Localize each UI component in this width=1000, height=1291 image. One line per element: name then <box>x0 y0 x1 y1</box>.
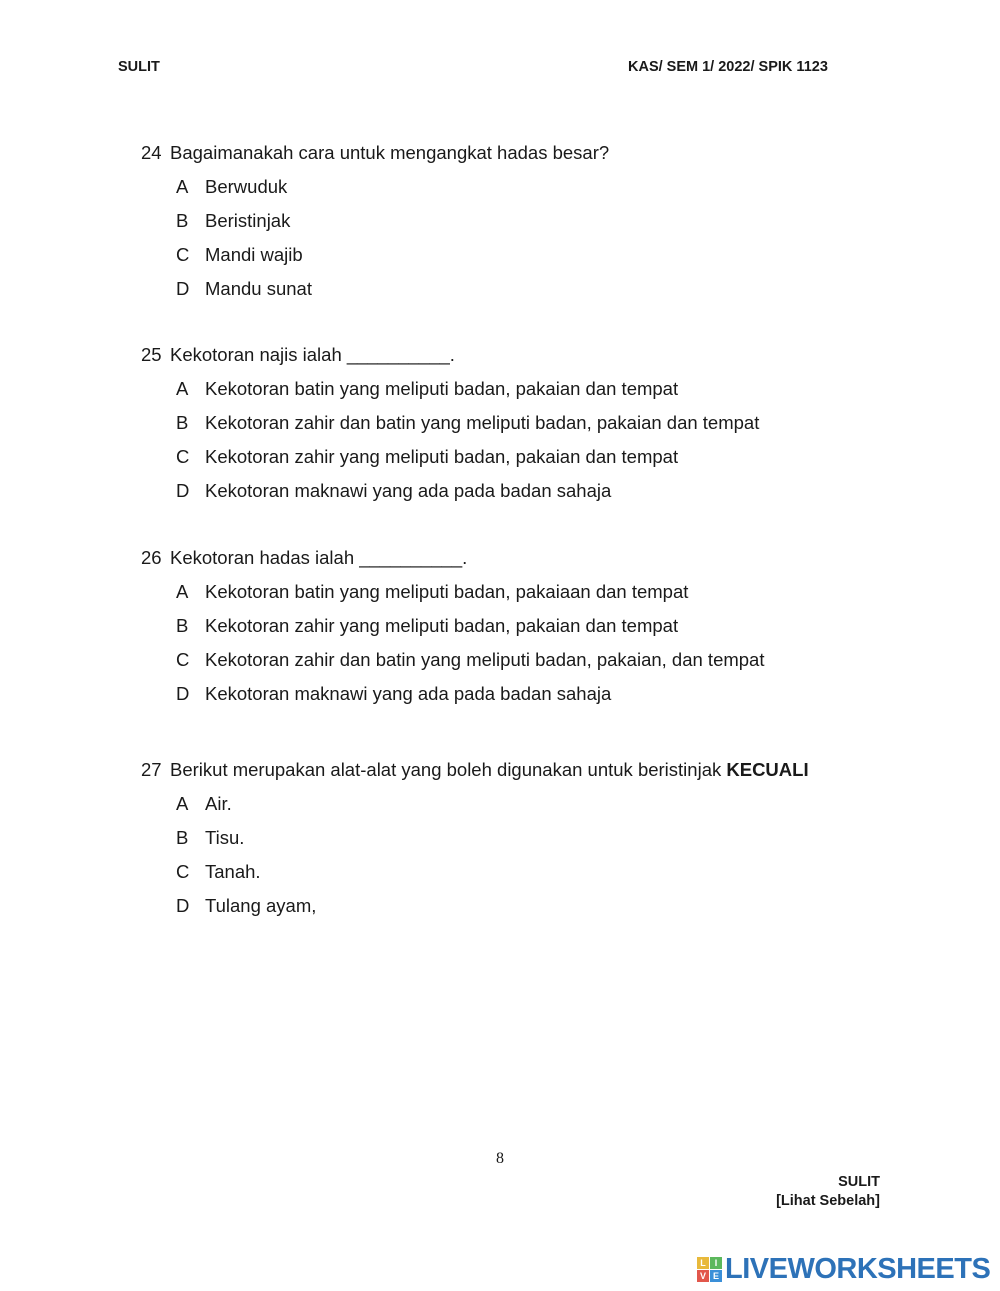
option-c[interactable] <box>141 238 901 272</box>
logo-block-v: V <box>697 1270 709 1282</box>
question-number: 27 <box>141 759 162 780</box>
option-letter: A <box>176 378 189 399</box>
option-a[interactable] <box>141 372 901 406</box>
option-letter: C <box>176 649 190 670</box>
option-text: Tisu. <box>205 827 245 848</box>
header-right-code: KAS/ SEM 1/ 2022/ SPIK 1123 <box>628 59 828 75</box>
option-text: Mandu sunat <box>205 278 312 299</box>
question-stem <box>141 338 901 372</box>
option-letter: A <box>176 793 189 814</box>
option-d[interactable] <box>141 677 901 711</box>
header-left-label: SULIT <box>118 59 160 75</box>
page-number: 8 <box>496 1150 504 1167</box>
option-text: Tulang ayam, <box>205 895 317 916</box>
option-b[interactable] <box>141 821 901 855</box>
option-text: Kekotoran maknawi yang ada pada badan sahaja <box>205 683 612 704</box>
footer-next-page: [Lihat Sebelah] <box>776 1193 880 1209</box>
option-letter: B <box>176 210 189 231</box>
option-text: Air. <box>205 793 232 814</box>
option-text: Tanah. <box>205 861 261 882</box>
question-stem <box>141 136 901 170</box>
option-d[interactable] <box>141 272 901 306</box>
option-letter: B <box>176 827 189 848</box>
question-number: 24 <box>141 142 162 163</box>
option-text: Mandi wajib <box>205 244 303 265</box>
question-26 <box>141 541 901 711</box>
logo-block-e: E <box>710 1270 722 1282</box>
question-text: Berikut merupakan alat-alat yang boleh digunakan untuk beristinjak <box>170 759 727 780</box>
question-text: Bagaimanakah cara untuk mengangkat hadas besar? <box>170 142 610 163</box>
option-c[interactable] <box>141 440 901 474</box>
option-text: Kekotoran zahir dan batin yang meliputi badan, pakaian, dan tempat <box>205 649 765 670</box>
option-text: Kekotoran maknawi yang ada pada badan sahaja <box>205 480 612 501</box>
option-text: Kekotoran batin yang meliputi badan, pakaiaan dan tempat <box>205 581 689 602</box>
footer-sulit: SULIT <box>838 1174 880 1190</box>
option-letter: A <box>176 176 189 197</box>
question-number: 26 <box>141 547 162 568</box>
option-letter: D <box>176 683 190 704</box>
option-text: Kekotoran zahir dan batin yang meliputi badan, pakaian dan tempat <box>205 412 760 433</box>
option-letter: B <box>176 615 189 636</box>
option-letter: D <box>176 895 190 916</box>
liveworksheets-logo[interactable] <box>697 1254 990 1284</box>
option-text: Kekotoran batin yang meliputi badan, pakaian dan tempat <box>205 378 679 399</box>
option-text: Berwuduk <box>205 176 288 197</box>
question-emphasis: KECUALI <box>726 759 809 780</box>
question-text: Kekotoran hadas ialah __________. <box>170 547 468 568</box>
logo-block-l: L <box>697 1257 709 1269</box>
question-stem <box>141 753 901 787</box>
option-letter: A <box>176 581 189 602</box>
option-d[interactable] <box>141 474 901 508</box>
option-letter: D <box>176 480 190 501</box>
option-letter: B <box>176 412 189 433</box>
question-text: Kekotoran najis ialah __________. <box>170 344 455 365</box>
option-letter: C <box>176 861 190 882</box>
question-25 <box>141 338 901 508</box>
option-text: Kekotoran zahir yang meliputi badan, pakaian dan tempat <box>205 446 679 467</box>
question-number: 25 <box>141 344 162 365</box>
option-c[interactable] <box>141 643 901 677</box>
option-c[interactable] <box>141 855 901 889</box>
option-a[interactable] <box>141 575 901 609</box>
option-text: Beristinjak <box>205 210 291 231</box>
option-letter: D <box>176 278 190 299</box>
question-stem <box>141 541 901 575</box>
option-a[interactable] <box>141 787 901 821</box>
logo-blocks-icon <box>697 1257 722 1282</box>
logo-text: LIVEWORKSHEETS <box>725 1252 991 1285</box>
option-b[interactable] <box>141 406 901 440</box>
option-letter: C <box>176 446 190 467</box>
logo-block-i: I <box>710 1257 722 1269</box>
option-letter: C <box>176 244 190 265</box>
option-a[interactable] <box>141 170 901 204</box>
option-b[interactable] <box>141 204 901 238</box>
question-27 <box>141 753 901 923</box>
option-d[interactable] <box>141 889 901 923</box>
option-text: Kekotoran zahir yang meliputi badan, pakaian dan tempat <box>205 615 679 636</box>
option-b[interactable] <box>141 609 901 643</box>
question-24 <box>141 136 901 306</box>
